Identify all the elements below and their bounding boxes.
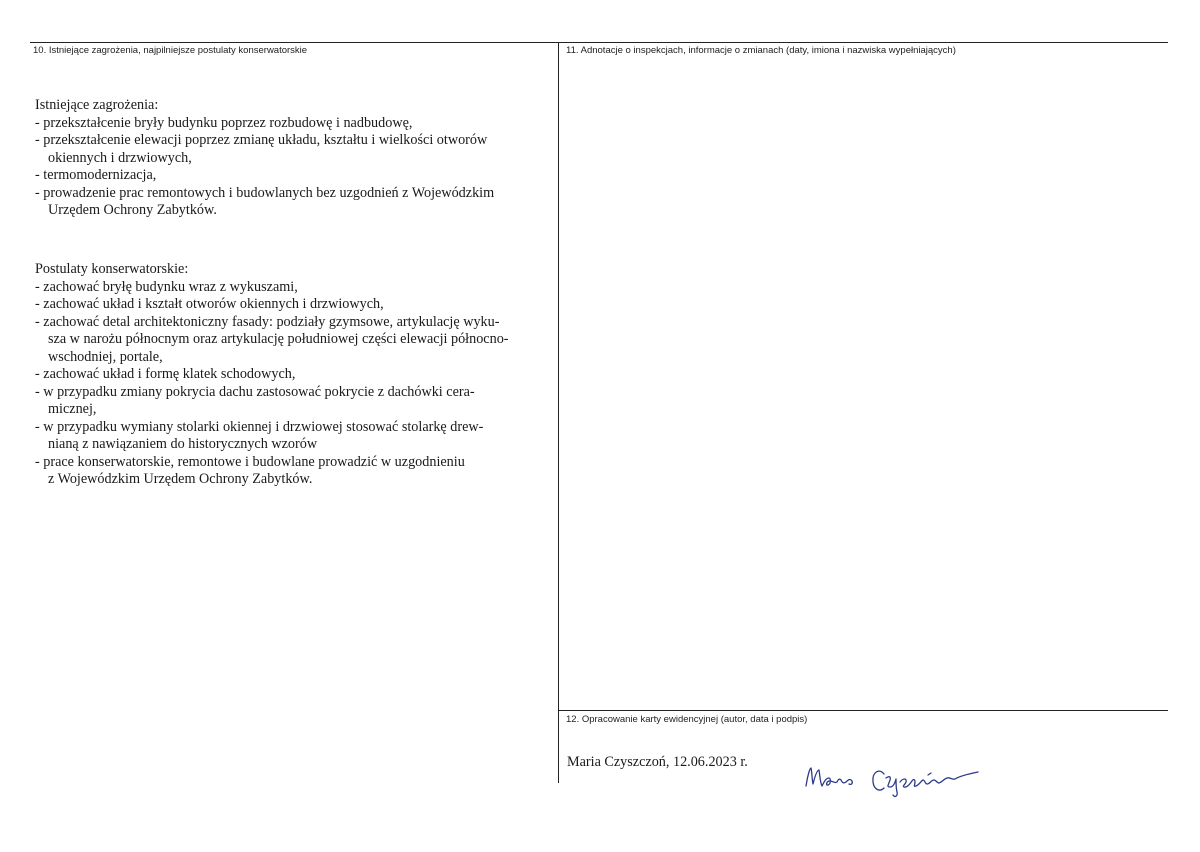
postulates-block <box>35 261 551 489</box>
threat-item <box>35 115 551 133</box>
threats-list <box>35 115 551 220</box>
postulate-item-line: - w przypadku wymiany stolarki okiennej i drzwiowej stosować stolarkę drew- <box>35 418 484 435</box>
postulates-list <box>35 279 551 489</box>
postulate-item <box>35 314 551 367</box>
threat-item <box>35 132 551 167</box>
postulate-item-line: - w przypadku zmiany pokrycia dachu zastosować pokrycie z dachówki cera- <box>35 383 475 400</box>
top-rule-right <box>559 42 1168 43</box>
threat-item-line: - prowadzenie prac remontowych i budowlanych bez uzgodnień z Wojewódzkim <box>35 184 495 201</box>
threat-item-continuation: okiennych i drzwiowych, <box>48 149 192 166</box>
threat-item-continuation: Urzędem Ochrony Zabytków. <box>48 202 217 218</box>
threat-item-line: - przekształcenie bryły budynku poprzez rozbudowę i nadbudowę, <box>35 114 413 131</box>
threat-item-line: - termomodernizacja, <box>35 167 157 183</box>
postulate-item-continuation: z Wojewódzkim Urzędem Ochrony Zabytków. <box>48 471 313 487</box>
postulate-item-line: - zachować układ i formę klatek schodowych, <box>35 366 296 382</box>
threat-item <box>35 167 551 185</box>
postulate-item <box>35 384 551 419</box>
threats-title: Istniejące zagrożenia: <box>35 97 159 113</box>
section-11-header: 11. Adnotacje o inspekcjach, informacje o zmianach (daty, imiona i nazwiska wypełniających) <box>566 45 956 56</box>
postulates-title: Postulaty konserwatorskie: <box>35 261 189 277</box>
postulate-item <box>35 366 551 384</box>
postulate-item-continuation: micznej, <box>48 401 97 417</box>
threat-item-line: - przekształcenie elewacji poprzez zmianę układu, kształtu i wielkości otworów <box>35 132 488 148</box>
postulate-item <box>35 454 551 489</box>
section-12-rule <box>559 710 1168 711</box>
top-rule-left <box>30 42 558 43</box>
section-12-header: 12. Opracowanie karty ewidencyjnej (autor, data i podpis) <box>566 714 808 725</box>
postulate-item <box>35 279 551 297</box>
handwritten-signature <box>800 754 1000 804</box>
threats-block <box>35 97 551 220</box>
postulate-item <box>35 419 551 454</box>
postulate-item-continuation: sza w narożu północnym oraz artykulację południowej części elewacji północno- <box>48 331 509 347</box>
threat-item <box>35 185 551 220</box>
postulate-item-line: - zachować układ i kształt otworów okiennych i drzwiowych, <box>35 296 384 312</box>
author-date: Maria Czyszczoń, 12.06.2023 r. <box>567 754 748 770</box>
postulate-item-line: - zachować detal architektoniczny fasady: podziały gzymsowe, artykulację wyku- <box>35 313 500 330</box>
postulate-item <box>35 296 551 314</box>
postulate-item-continuation: nianą z nawiązaniem do historycznych wzorów <box>48 436 318 452</box>
column-divider <box>558 42 559 783</box>
postulate-item-continuation: wschodniej, portale, <box>48 348 163 365</box>
section-10-header: 10. Istniejące zagrożenia, najpilniejsze postulaty konserwatorskie <box>33 45 308 56</box>
postulate-item-line: - zachować bryłę budynku wraz z wykuszami, <box>35 278 298 295</box>
postulate-item-line: - prace konserwatorskie, remontowe i budowlane prowadzić w uzgodnieniu <box>35 453 465 470</box>
